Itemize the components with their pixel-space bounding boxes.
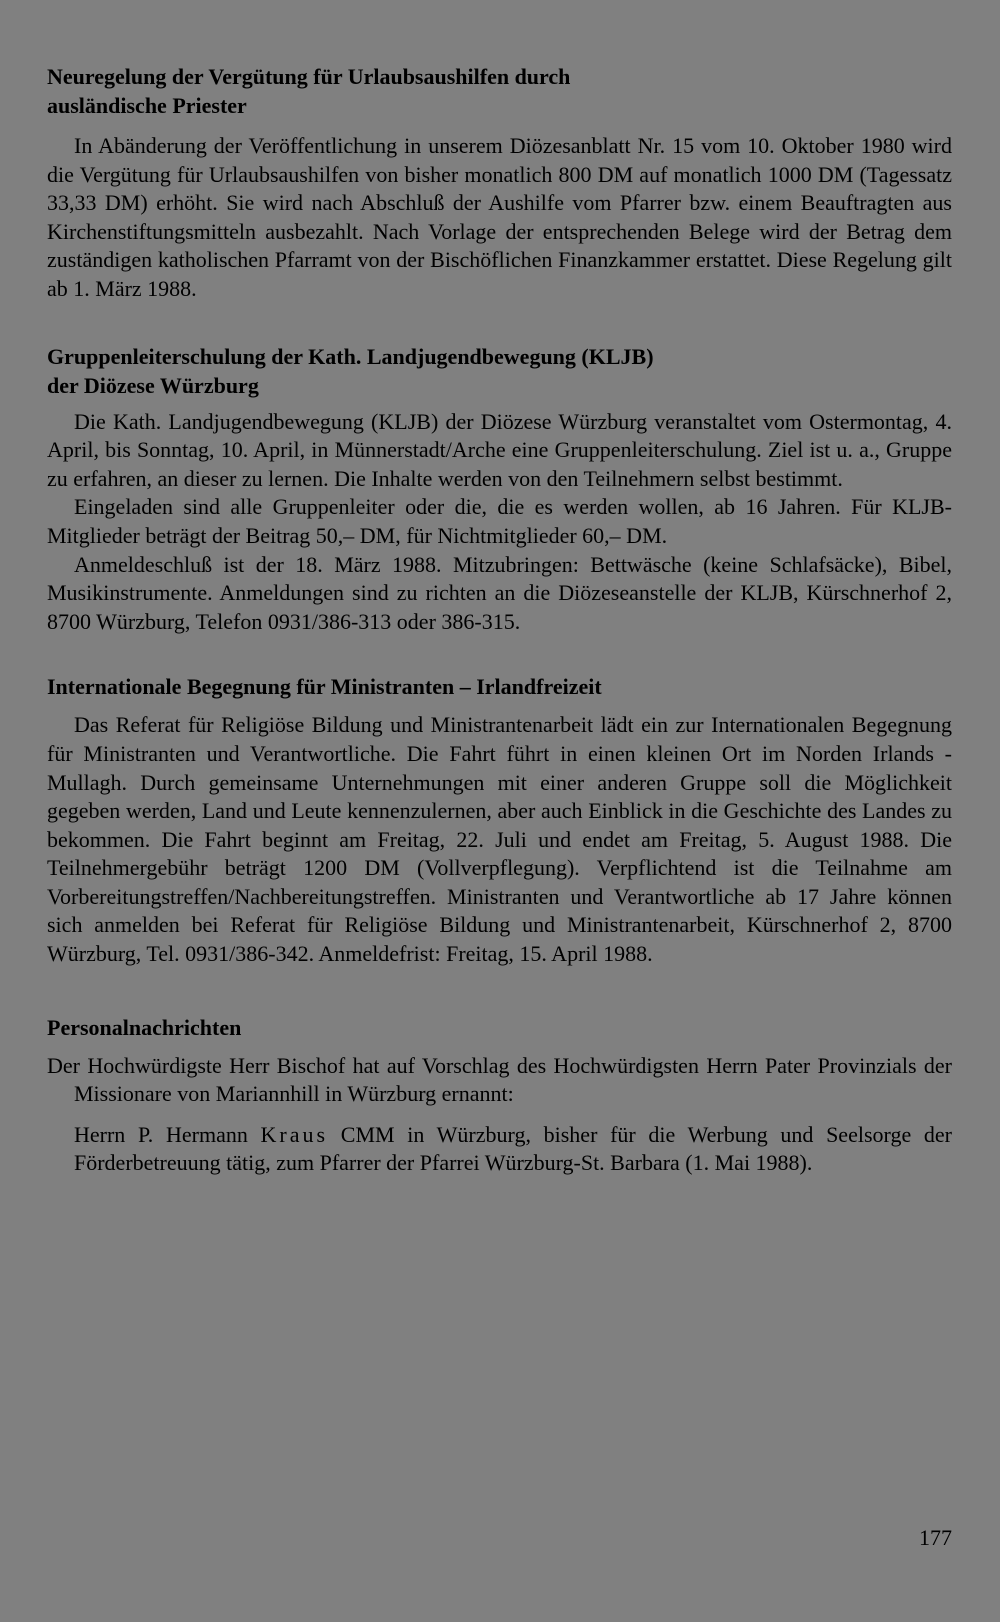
section-heading: Personalnachrichten	[47, 1014, 242, 1040]
section-urlaubsaushilfen	[47, 62, 952, 304]
section-irlandfreizeit	[47, 672, 952, 968]
appointment-intro: Der Hochwürdigste Herr Bischof hat auf Vorschlag des Hochwürdigsten Herrn Pater Provinzials der Missionare von Mariannhill in Würzburg ernannt:	[47, 1052, 952, 1107]
paragraph: Anmeldeschluß ist der 18. März 1988. Mitzubringen: Bettwäsche (keine Schlafsäcke), Bibel, Musikinstrumente. Anmeldungen sind zu richten an die Diözeseanstelle der KLJB, Kürschnerhof 2, 8700 Würzburg, Telefon 0931/386-313 oder 386-315.	[47, 551, 952, 634]
section-heading: Internationale Begegnung für Ministranten – Irlandfreizeit	[47, 674, 602, 700]
paragraph: Eingeladen sind alle Gruppenleiter oder die, die es werden wollen, ab 16 Jahren. Für KLJB-Mitglieder beträgt der Beitrag 50,– DM, für Nichtmitglieder 60,– DM.	[47, 494, 952, 548]
section-gruppenleiterschulung	[47, 342, 952, 637]
appointment-prefix: Herrn P. Hermann	[74, 1121, 261, 1147]
paragraph: Das Referat für Religiöse Bildung und Ministrantenarbeit lädt ein zur Internationalen Begegnung für Ministranten und Verantwortliche. Die Fahrt führt in einen kleinen Ort im Norden Irlands - Mullagh. Durch gemeinsame Unternehmungen mit einer anderen Gruppe soll die Möglichkeit gegeben werden, Land und Leute kennenzulernen, aber auch Einblick in die Geschichte des Landes zu bekommen. Die Fahrt beginnt am Freitag, 22. Juli und endet am Freitag, 5. August 1988. Die Teilnehmergebühr beträgt 1200 DM (Vollverpflegung). Verpflichtend ist die Teilnahme am Vorbereitungstreffen/Nachbereitungstreffen. Ministranten und Verantwortliche ab 17 Jahre können sich anmelden bei Referat für Religiöse Bildung und Ministrantenarbeit, Kürschnerhof 2, 8700 Würzburg, Tel. 0931/386-342. Anmeldefrist: Freitag, 15. April 1988.	[47, 712, 952, 967]
appointment-entry	[47, 1121, 952, 1178]
paragraph: In Abänderung der Veröffentlichung in unserem Diözesanblatt Nr. 15 vom 10. Oktober 1980 wird die Vergütung für Urlaubsaushilfen von bisher monatlich 800 DM auf monatlich 1000 DM (Tagessatz 33,33 DM) erhöht. Sie wird nach Abschluß der Aushilfe vom Pfarrer bzw. einem Beauftragten aus Kirchenstiftungsmitteln ausbezahlt. Nach Vorlage der entsprechenden Belege wird der Betrag dem zuständigen katholischen Pfarramt von der Bischöflichen Finanzkammer erstattet. Diese Regelung gilt ab 1. März 1988.	[47, 133, 952, 301]
appointment-details: CMM in Würzburg, bisher für die Werbung und Seelsorge der Förderbetreuung tätig, zum Pfarrer der Pfarrei Würzburg-St. Barbara (1. Mai 1988).	[74, 1121, 952, 1176]
section-heading: Gruppenleiterschulung der Kath. Landjugendbewegung (KLJB) der Diözese Würzburg	[47, 343, 654, 398]
paragraph: Die Kath. Landjugendbewegung (KLJB) der Diözese Würzburg veranstaltet vom Ostermontag, 4. April, bis Sonntag, 10. April, in Münnerstadt/Arche eine Gruppenleiterschulung. Ziel ist u. a., Gruppe zu erfahren, an dieser zu lernen. Die Inhalte werden von den Teilnehmern selbst bestimmt.	[47, 408, 952, 491]
page-number: 177	[919, 1525, 952, 1550]
section-heading: Neuregelung der Vergütung für Urlaubsaushilfen durch ausländische Priester	[47, 64, 571, 118]
appointee-name: Kraus	[260, 1121, 329, 1147]
section-personalnachrichten	[47, 1013, 952, 1178]
